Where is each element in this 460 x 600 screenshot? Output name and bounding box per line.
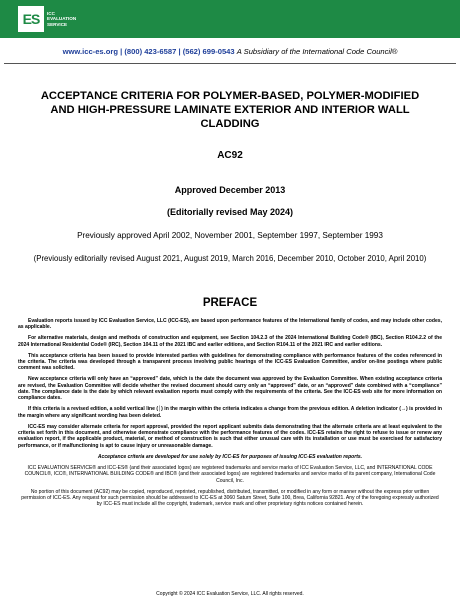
copyright: Copyright © 2024 ICC Evaluation Service, LLC. All rights reserved. bbox=[156, 591, 304, 597]
document-title: ACCEPTANCE CRITERIA FOR POLYMER-BASED, POLYMER-MODIFIED AND HIGH-PRESSURE LAMINATE EXTERIOR AND INTERIOR WALL CLADDING bbox=[40, 90, 420, 130]
logo-letters: ES bbox=[18, 6, 44, 32]
paragraph-2: For alternative materials, design and methods of construction and equipment, see Section 104.2.3 of the 2024 International Building Code® (IBC), Section R104.2.2 of the 2024 International Residential Code® (IRC), Section 104.11 of the 2021 IBC and earlier editions, and Section R104.11 of the 2021 IRC and earlier editions. bbox=[18, 335, 442, 348]
usage-note: Acceptance criteria are developed for use solely by ICC-ES for purposes of issuing ICC-ES evaluation reports. bbox=[97, 453, 363, 460]
preface-heading: PREFACE bbox=[202, 297, 258, 309]
icc-es-logo bbox=[18, 6, 76, 32]
subsidiary-note: A Subsidiary of the International Code Council® bbox=[236, 47, 398, 56]
editorial-revision: (Editorially revised May 2024) bbox=[166, 207, 294, 217]
website-link[interactable]: www.icc-es.org bbox=[62, 47, 118, 56]
phone-1: (800) 423-6587 bbox=[124, 47, 177, 56]
paragraph-1: Evaluation reports issued by ICC Evaluation Service, LLC (ICC-ES), are based upon performance features of the International family of codes, and may include other codes, as applicable. bbox=[18, 318, 442, 331]
reproduction-notice: No portion of this document (AC92) may be copied, reproduced, reprinted, republished, distributed, transmitted, or modified in any form or manner without the express prior written permission of ICC-ES. Any request for such permission should be addressed to ICC-ES at 3060 Saturn Street, Suite 100, Brea, California 92821. Any of the foregoing expressly authorized by ICC-ES must include all the copyright, trademark, service mark and other proprietary rights notices contained herein. bbox=[21, 488, 439, 508]
paragraph-3: This acceptance criteria has been issued to provide interested parties with guidelines for demonstrating compliance with performance features of the codes referenced in the criteria. The criteria was developed through a transparent process involving public hearings of the ICC-ES Evaluation Committee, and/or on-line postings where public comment was solicited. bbox=[18, 352, 442, 372]
contact-line: www.icc-es.org | (800) 423-6587 | (562) 699-0543 A Subsidiary of the International Code Council® bbox=[62, 47, 398, 56]
approved-date: Approved December 2013 bbox=[174, 185, 286, 195]
header-bar bbox=[0, 0, 460, 38]
trademark-notice: ICC EVALUATION SERVICE® and ICC-ES® (and their associated logos) are registered trademarks and service marks of ICC Evaluation Service, LLC, and INTERNATIONAL CODE COUNCIL®, ICC®, INTERNATIONAL BUILDING CODE® and IBC® (and their associated logos) are registered trademarks and service marks of its parent company, International Code Council, Inc. bbox=[24, 464, 436, 484]
phone-2: (562) 699-0543 bbox=[182, 47, 235, 56]
header-divider bbox=[4, 63, 456, 64]
previously-revised: (Previously editorially revised August 2021, August 2019, March 2016, December 2010, October 2010, April 2010) bbox=[33, 254, 427, 263]
paragraph-6: ICC-ES may consider alternate criteria for report approval, provided the report applicant submits data demonstrating that the alternate criteria are at least equivalent to the criteria set forth in this document, and otherwise demonstrate compliance with the performance features of the codes. ICC-ES retains the right to refuse to issue or renew any evaluation report, if the applicable product, material, or method of construction is such that either unusual care with its installation or use must be exercised for satisfactory performance, or if malfunctioning is apt to cause injury or unreasonable damage. bbox=[18, 423, 442, 449]
logo-text: ICC EVALUATION SERVICE bbox=[47, 11, 77, 27]
preface-body bbox=[18, 318, 442, 512]
ac-number: AC92 bbox=[217, 150, 243, 161]
paragraph-5: If this criteria is a revised edition, a solid vertical line (│) in the margin within the criteria indicates a change from the previous edition. A deletion indicator (→) is provided in the margin where any significant wording has been deleted. bbox=[18, 406, 442, 419]
paragraph-4: New acceptance criteria will only have an “approved” date, which is the date the document was approved by the Evaluation Committee. When existing acceptance criteria are revised, the Evaluation Committee will decide whether the revised document should carry only an “approved” date, or an “approved” date combined with a “compliance” date. The compliance date is the date by which relevant evaluation reports must comply with the requirements of the criteria. See the ICC-ES web site for more information on compliance dates. bbox=[18, 376, 442, 402]
previously-approved: Previously approved April 2002, November 2001, September 1997, September 1993 bbox=[77, 231, 383, 240]
